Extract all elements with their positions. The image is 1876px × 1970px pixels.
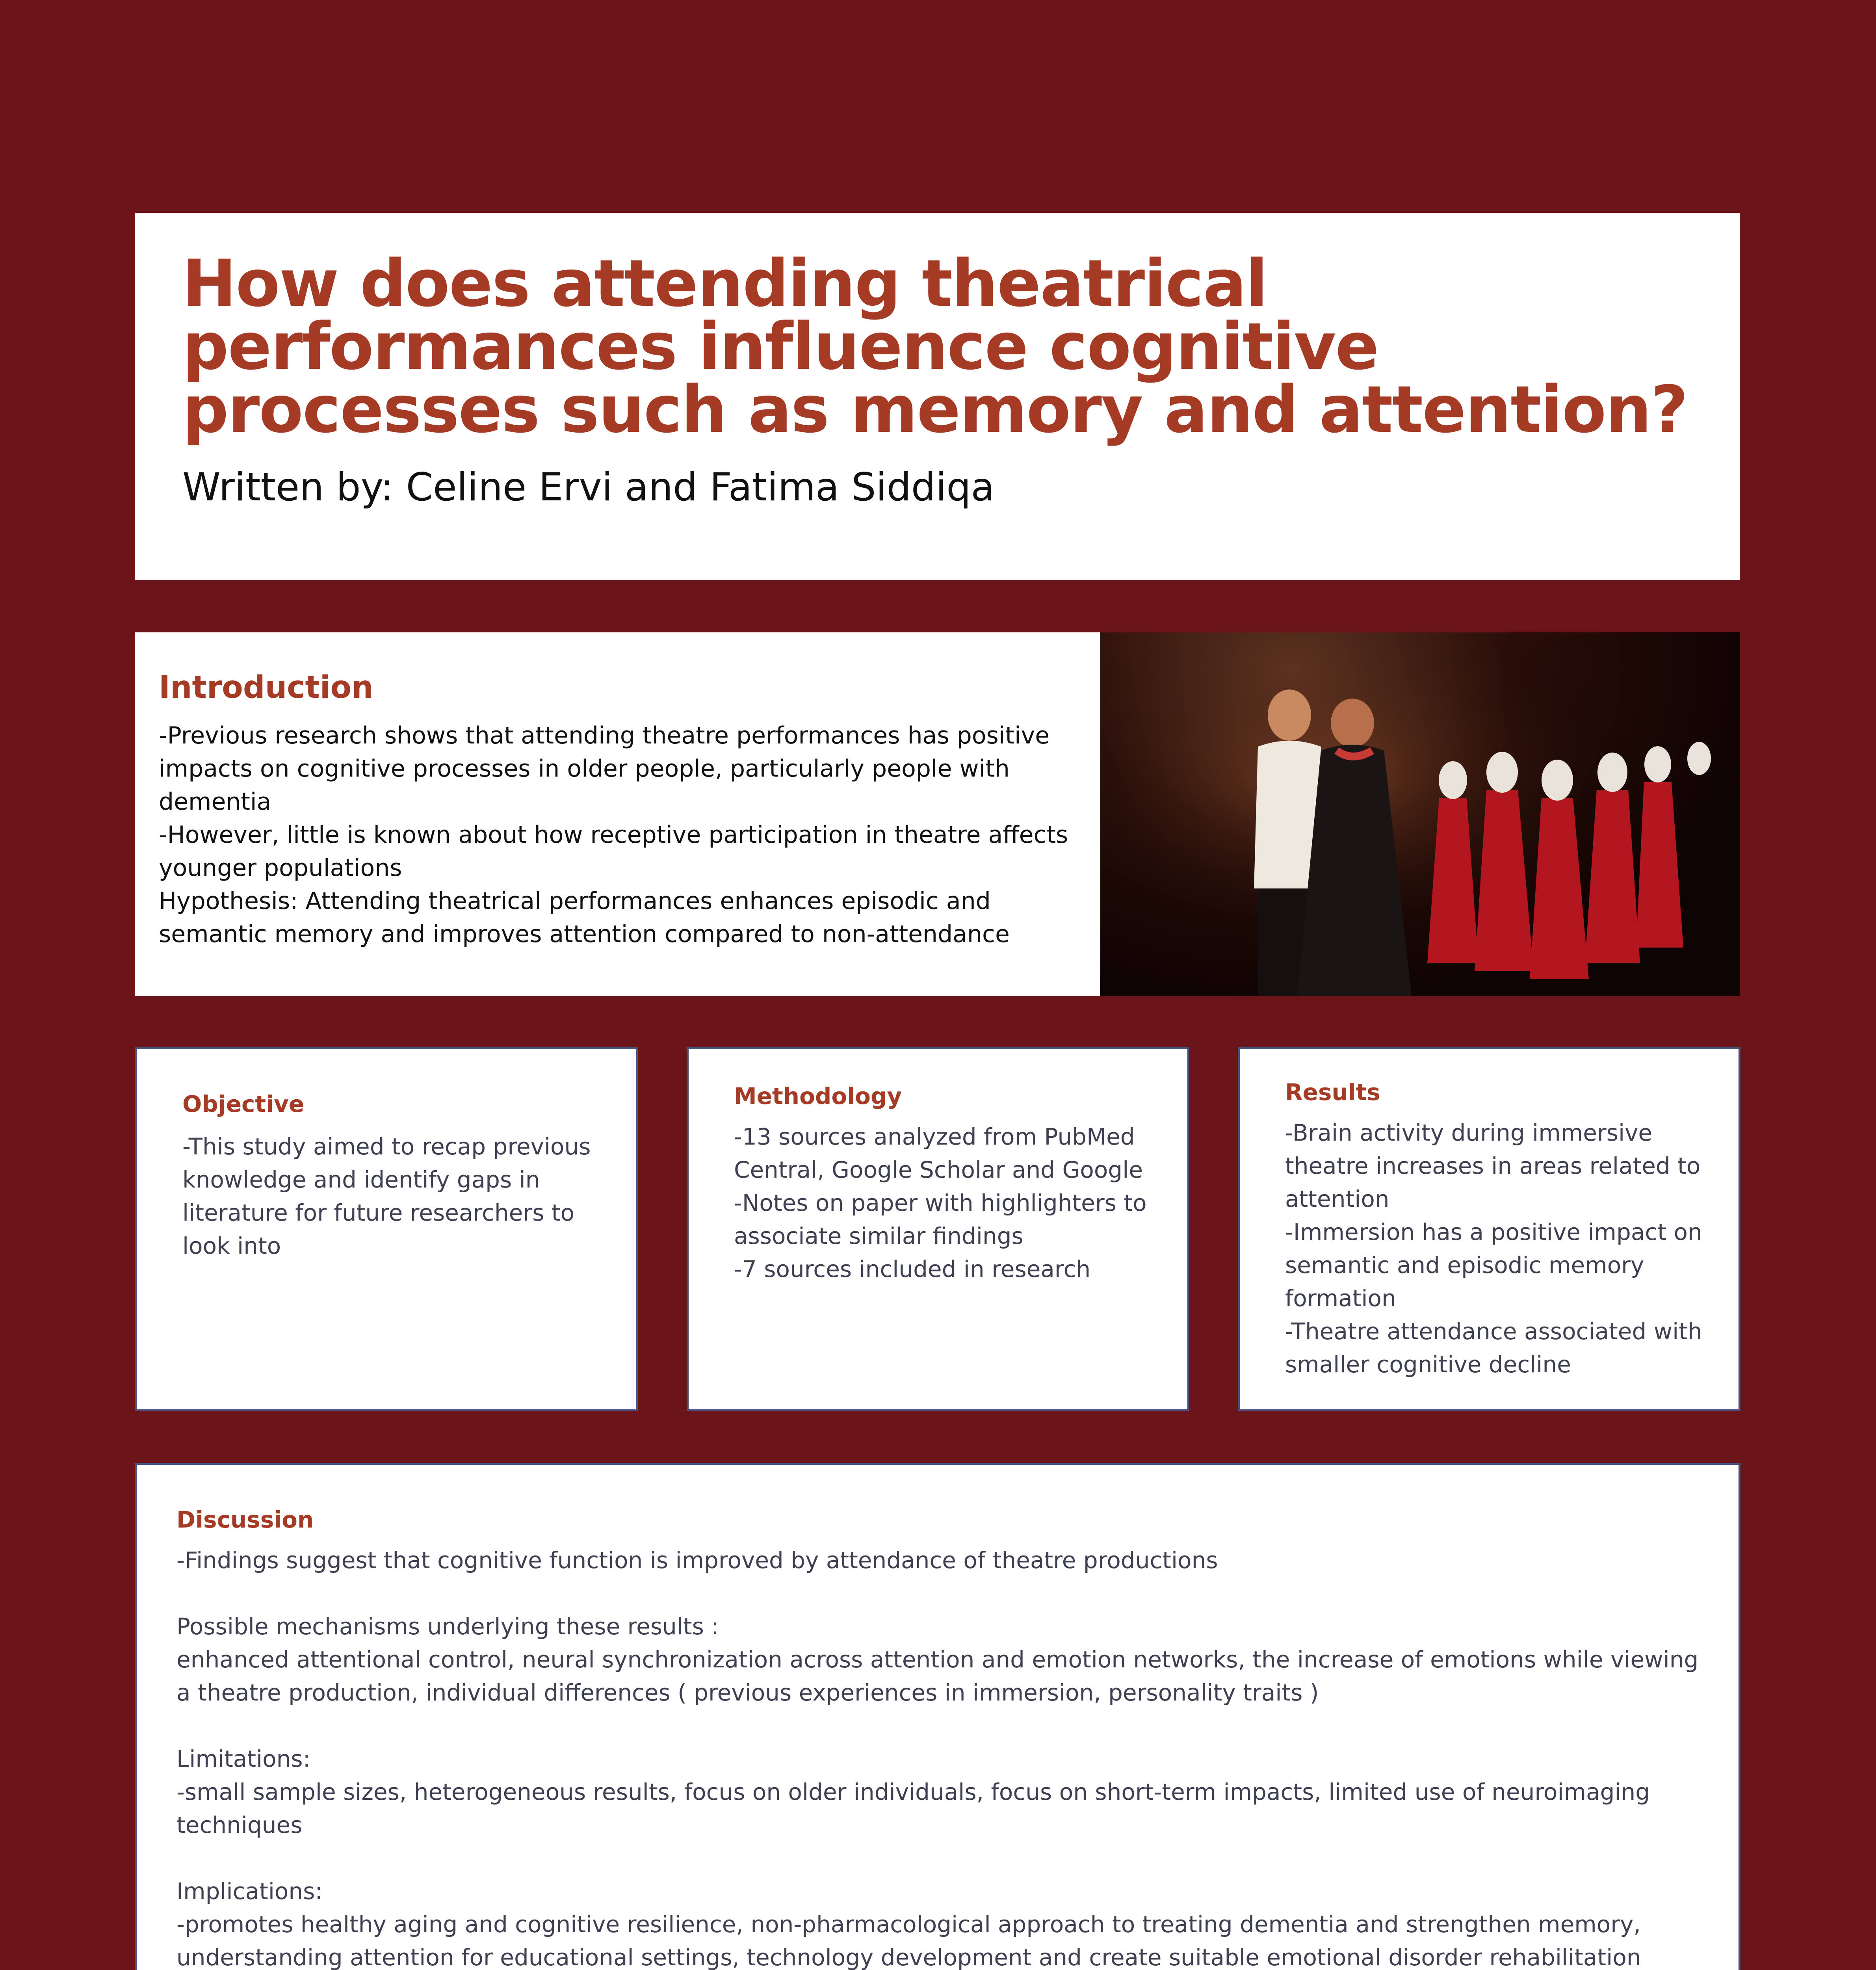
methodology-panel <box>687 1047 1189 1411</box>
theatre-stage-photo <box>1100 632 1740 996</box>
results-line: -Brain activity during immersive theatre increases in areas related to attention <box>1285 1119 1701 1212</box>
title-panel <box>135 213 1740 580</box>
methodology-line: -7 sources included in research <box>734 1256 1091 1282</box>
introduction-line: -However, little is known about how receptive participation in theatre affects younger populations <box>159 821 1068 882</box>
results-panel <box>1238 1047 1740 1411</box>
limitations-text: -small sample sizes, heterogeneous results, focus on older individuals, focus on short-term impacts, limited use of neuroimaging techniques <box>176 1779 1650 1838</box>
introduction-line: Hypothesis: Attending theatrical performances enhances episodic and semantic memory and improves attention compared to non-attendance <box>159 887 1010 948</box>
implications-label: Implications: <box>176 1878 323 1905</box>
objective-heading: Objective <box>182 1091 305 1117</box>
introduction-panel <box>135 632 1100 996</box>
methodology-body <box>734 1120 1167 1286</box>
objective-line: -This study aimed to recap previous knowledge and identify gaps in literature for future researchers to look into <box>182 1133 591 1259</box>
objective-panel <box>135 1047 638 1411</box>
results-line: -Immersion has a positive impact on semantic and episodic memory formation <box>1285 1219 1702 1312</box>
objective-body <box>182 1130 600 1262</box>
results-body <box>1285 1116 1722 1381</box>
introduction-heading: Introduction <box>159 670 373 705</box>
results-line: -Theatre attendance associated with smaller cognitive decline <box>1285 1318 1702 1378</box>
authors-line: Written by: Celine Ervi and Fatima Siddiqa <box>182 465 995 510</box>
methodology-line: -Notes on paper with highlighters to associate similar findings <box>734 1189 1147 1249</box>
discussion-body <box>176 1544 1705 1970</box>
introduction-body <box>159 719 1085 951</box>
poster-title: How does attending theatrical performances influence cognitive processes such as memory and attention? <box>182 246 1688 447</box>
results-heading: Results <box>1285 1079 1380 1106</box>
introduction-line: -Previous research shows that attending theatre performances has positive impacts on cognitive processes in older people, particularly people with dementia <box>159 722 1050 816</box>
methodology-heading: Methodology <box>734 1083 902 1110</box>
methodology-line: -13 sources analyzed from PubMed Central, Google Scholar and Google <box>734 1123 1143 1183</box>
discussion-panel <box>135 1463 1740 1970</box>
stage-photo-illustration <box>1100 632 1740 996</box>
discussion-heading: Discussion <box>176 1506 314 1533</box>
implications-text: -promotes healthy aging and cognitive resilience, non-pharmacological approach to treating dementia and strengthen memory, understanding attention for educational settings, technology development and create suitable emotional disorder rehabilitation <box>176 1911 1641 1970</box>
discussion-finding: -Findings suggest that cognitive function is improved by attendance of theatre productions <box>176 1547 1218 1574</box>
mechanisms-label: Possible mechanisms underlying these results : <box>176 1613 719 1640</box>
mechanisms-text: enhanced attentional control, neural synchronization across attention and emotion networks, the increase of emotions while viewing a theatre production, individual differences ( previous experiences in immersion, personality traits ) <box>176 1646 1699 1706</box>
limitations-label: Limitations: <box>176 1745 311 1772</box>
